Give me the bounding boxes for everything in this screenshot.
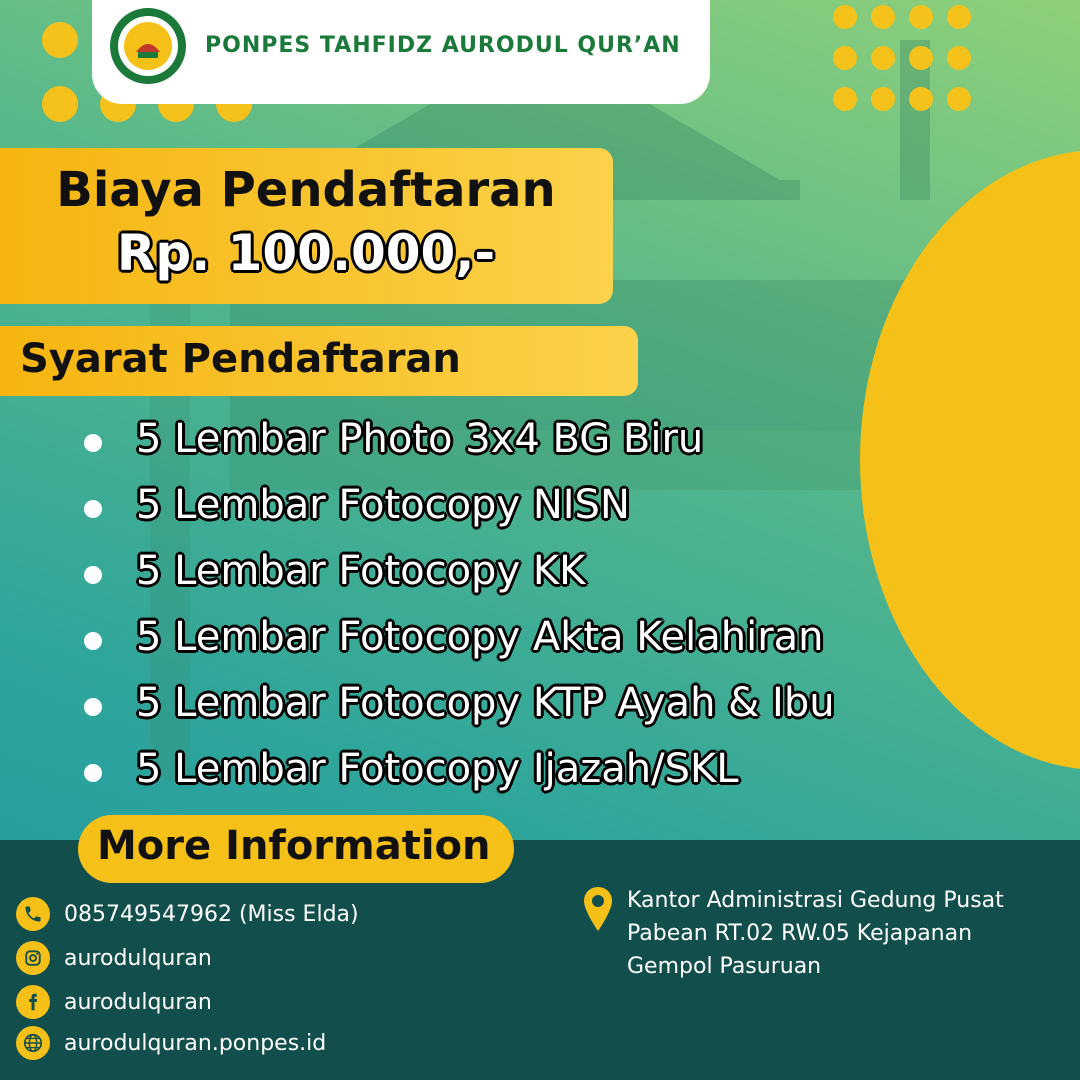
instagram-icon [16, 941, 50, 975]
decor-dot [833, 46, 857, 70]
bullet-icon [84, 632, 102, 650]
decor-dot [871, 5, 895, 29]
phone-icon [16, 897, 50, 931]
requirement-text: 5 Lembar Photo 3x4 BG Biru [136, 416, 704, 462]
address-line: Pabean RT.02 RW.05 Kejapanan [627, 921, 973, 946]
requirement-text: 5 Lembar Fotocopy KTP Ayah & Ibu [136, 680, 835, 726]
requirements-title: Syarat Pendaftaran [20, 336, 461, 382]
decor-dot [909, 87, 933, 111]
school-crest-logo [108, 6, 188, 86]
bullet-icon [84, 434, 102, 452]
contact-facebook[interactable] [16, 985, 212, 1019]
contact-text: aurodulquran [64, 989, 212, 1015]
requirement-text: 5 Lembar Fotocopy NISN [136, 482, 630, 528]
facebook-icon [16, 985, 50, 1019]
location-pin-icon [582, 886, 614, 934]
bullet-icon [84, 698, 102, 716]
contact-text: 085749547962 (Miss Elda) [64, 901, 359, 927]
address-line: Gempol Pasuruan [627, 954, 822, 979]
contact-instagram[interactable] [16, 941, 212, 975]
address-block [627, 884, 1004, 983]
decor-dot [947, 46, 971, 70]
decor-dot [833, 87, 857, 111]
bullet-icon [84, 764, 102, 782]
bullet-icon [84, 500, 102, 518]
address-line: Kantor Administrasi Gedung Pusat [627, 888, 1004, 913]
decor-dot [42, 86, 78, 122]
decor-dot [871, 87, 895, 111]
contact-website[interactable] [16, 1026, 326, 1060]
decor-dot [909, 5, 933, 29]
decor-dot [833, 5, 857, 29]
globe-icon [16, 1026, 50, 1060]
contact-text: aurodulquran.ponpes.id [64, 1030, 327, 1056]
price-title: Biaya Pendaftaran [56, 162, 556, 218]
decor-dot [947, 5, 971, 29]
more-info-title: More Information [97, 823, 491, 869]
contact-text: aurodulquran [64, 945, 212, 971]
decor-dot [42, 22, 78, 58]
requirement-text: 5 Lembar Fotocopy KK [136, 548, 586, 594]
page-title: PONPES TAHFIDZ AURODUL QUR’AN [205, 33, 681, 58]
decor-dot [909, 46, 933, 70]
bullet-icon [84, 566, 102, 584]
price-value: Rp. 100.000,- [116, 224, 496, 282]
requirement-text: 5 Lembar Fotocopy Ijazah/SKL [136, 746, 739, 792]
contact-phone[interactable] [16, 897, 359, 931]
decor-dot [947, 87, 971, 111]
decor-dot [871, 46, 895, 70]
requirement-text: 5 Lembar Fotocopy Akta Kelahiran [136, 614, 824, 660]
